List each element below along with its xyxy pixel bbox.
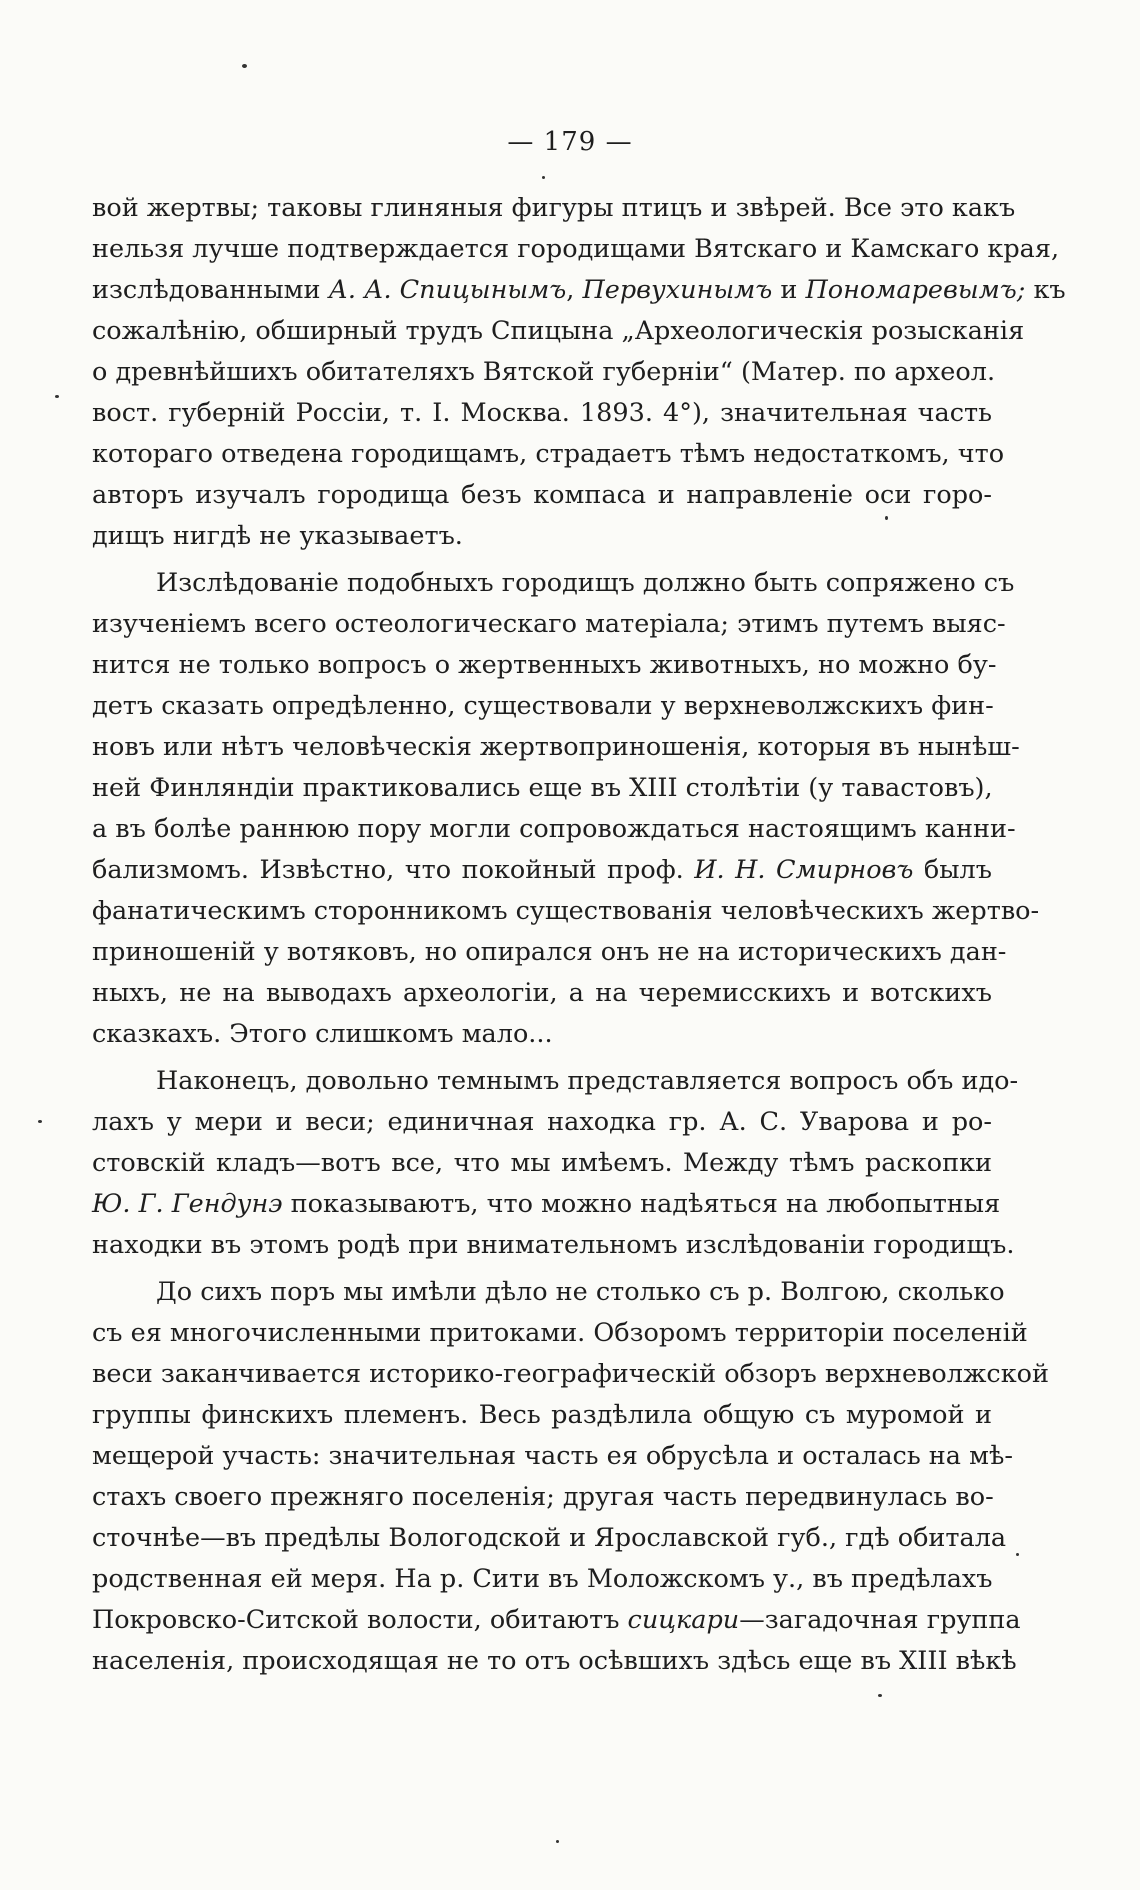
text-line: дищъ нигдѣ не указываетъ. (92, 521, 463, 551)
scan-speck (55, 395, 59, 398)
text-line: авторъ изучалъ городища безъ компаса и направленіе оси горо- (92, 480, 992, 510)
text-line: сожалѣнію, обширный трудъ Спицына „Археологическія розысканія (92, 316, 1025, 346)
text-segment: и (772, 275, 806, 305)
text-line: мещерой участь: значительная часть ея обрусѣла и осталась на мѣ- (92, 1441, 1013, 1471)
scan-speck (556, 1840, 559, 1843)
text-segment: , (566, 275, 583, 305)
text-line: нится не только вопросъ о жертвенныхъ животныхъ, но можно бу- (92, 650, 997, 680)
italic-name: И. Н. Смирновъ (694, 855, 914, 885)
text-line: сточнѣе—въ предѣлы Вологодской и Ярославской губ., гдѣ обитала (92, 1523, 1007, 1553)
text-segment: бализмомъ. Извѣстно, что покойный проф. (92, 855, 695, 885)
text-line (92, 1600, 1021, 1641)
text-line: лахъ у мери и веси; единичная находка гр. А. С. Уварова и ро- (92, 1107, 992, 1137)
italic-name: Ю. Г. Гендунэ (92, 1189, 283, 1219)
text-line: нельзя лучше подтверждается городищами Вятскаго и Камскаго края, (92, 234, 1060, 264)
text-line: сказкахъ. Этого слишкомъ мало... (92, 1019, 553, 1049)
text-line: находки въ этомъ родѣ при внимательномъ изслѣдованіи городищъ. (92, 1230, 1015, 1260)
text-line: детъ сказать опредѣленно, существовали у верхневолжскихъ фин- (92, 691, 994, 721)
text-line: группы финскихъ племенъ. Весь раздѣлила общую съ муромой и (92, 1400, 992, 1430)
text-line: ныхъ, не на выводахъ археологіи, а на черемисскихъ и вотскихъ (92, 978, 992, 1008)
page-number: — 179 — (507, 127, 633, 157)
text-line (92, 270, 1066, 311)
paragraph-p3 (92, 1061, 1019, 1266)
text-line (92, 850, 992, 891)
body-text (92, 188, 1066, 1682)
text-segment: —загадочная группа (739, 1605, 1021, 1635)
text-line: котораго отведена городищамъ, страдаетъ тѣмъ недостаткомъ, что (92, 439, 1005, 469)
text-segment: изслѣдованными (92, 275, 329, 305)
text-segment: Покровско-Ситской волости, обитаютъ (92, 1605, 628, 1635)
italic-name: сицкари (627, 1605, 740, 1635)
text-line: вост. губерній Россіи, т. I. Москва. 1893. 4°), значительная часть (92, 398, 992, 428)
text-line: веси заканчивается историко-географическій обзоръ верхневолжской (92, 1359, 1049, 1389)
text-line: ней Финляндіи практиковались еще въ XIII столѣтіи (у тавастовъ), (92, 773, 993, 803)
text-line: Изслѣдованіе подобныхъ городищъ должно быть сопряжено съ (156, 568, 1015, 598)
text-line: населенія, происходящая не то отъ осѣвшихъ здѣсь еще въ XIII вѣкѣ (92, 1646, 1017, 1676)
text-segment: былъ (913, 855, 992, 885)
text-line: стахъ своего прежняго поселенія; другая часть передвинулась во- (92, 1482, 994, 1512)
text-line: стовскій кладъ—вотъ все, что мы имѣемъ. Между тѣмъ раскопки (92, 1148, 992, 1178)
italic-name: А. А. Спицынымъ (328, 275, 567, 305)
scan-speck (885, 516, 888, 520)
paragraph-p4 (92, 1272, 1049, 1682)
text-line: приношеній у вотяковъ, но опирался онъ не на историческихъ дан- (92, 937, 1007, 967)
text-line: съ ея многочисленными притоками. Обзоромъ территоріи поселеній (92, 1318, 1028, 1348)
text-line (92, 1184, 1001, 1225)
scan-speck (542, 176, 545, 179)
text-line: а въ болѣе раннюю пору могли сопровождаться настоящимъ канни- (92, 814, 1016, 844)
scan-speck (1016, 1553, 1019, 1556)
text-line: Наконецъ, довольно темнымъ представляется вопросъ объ идо- (156, 1066, 1019, 1096)
paragraph-p2 (92, 563, 1040, 1055)
scan-speck (878, 1694, 882, 1697)
italic-name: Пономаревымъ; (805, 275, 1026, 305)
scan-speck (38, 1120, 42, 1123)
text-line: родственная ей меря. На р. Сити въ Моложскомъ у., въ предѣлахъ (92, 1564, 993, 1594)
text-line: изученіемъ всего остеологическаго матеріала; этимъ путемъ выяс- (92, 609, 1006, 639)
text-segment: къ (1025, 275, 1066, 305)
text-line: новъ или нѣтъ человѣческія жертвоприношенія, которыя въ нынѣш- (92, 732, 1020, 762)
paragraph-p1 (92, 188, 1066, 557)
text-line: До сихъ поръ мы имѣли дѣло не столько съ р. Волгою, сколько (156, 1277, 1005, 1307)
text-segment: показываютъ, что можно надѣяться на любопытныя (282, 1189, 1001, 1219)
italic-name: Первухинымъ (582, 275, 773, 305)
text-line: вой жертвы; таковы глиняныя фигуры птицъ и звѣрей. Все это какъ (92, 193, 1016, 223)
text-line: о древнѣйшихъ обитателяхъ Вятской губерніи“ (Матер. по археол. (92, 357, 996, 387)
text-line: фанатическимъ сторонникомъ существованія человѣческихъ жертво- (92, 896, 1040, 926)
scan-speck (242, 64, 247, 68)
